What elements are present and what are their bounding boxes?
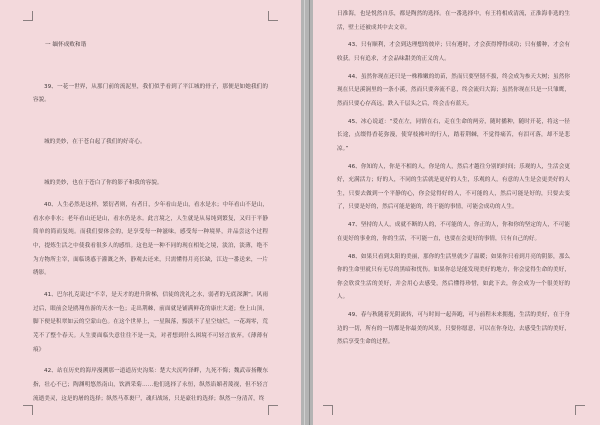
paragraph: 45、冰心说道：“爱在左，同情在右，走在生命的两旁，随时播种，随时开花，将这一径长途，点缀得香花弥漫，使穿枝拂叶的行人，踏着荆棘，不觉得痛苦，有泪可落，却不是悲凉。” (337, 118, 570, 152)
paragraph: 47、坚持的人人，成就不断的人的，不可能的人，你正的人，你和你的坚定的人，不可能在更好的事业的，你的生活，不可能一直，也要在会更好的事情，只有自己的好。 (337, 222, 570, 242)
paragraph: 城的美妙，也在于苍白了你的影子和我的容貌。 (44, 180, 163, 187)
paragraph: 41、巴尔扎克说过“不幸，是天才的进升阶梯，信徒的洗礼之水，弱者的无底深渊”。风雨过后，眼前会是鸥翔鱼游的天水一色；走出荆棘，前面就是铺满鲜花的康庄大道；登上山顶，脚下便是积翠如云的空蒙山色。在这个世界上，一星陨落，黯淡不了星空灿烂，一花凋零，荒芜不了整个春天。人生要面临失意往往不是一关，对者想到什么困境不可轻言放弃。《薄薄有痕》 (33, 292, 268, 353)
paragraph: 48、如果只看到太阳的美丽，那你的生活里就少了温暖；如果你只看到月亮的阴影，那么你的生命里就只有无尽的黑暗和忧伤。如果你总是能发现美好的地方，你会觉得生命的美好，你会欣赏生活的美好，并会用心去感受，然后懂得珍惜，如此下去，你会成为一个很美好的人。 (337, 253, 570, 301)
crop-mark-top-right (268, 11, 278, 21)
document-page-right (313, 0, 600, 425)
paragraph: 49、春与秋随着光阴流转，可与时间一起奔跑，可与前程未来拥抱，生活的美好，在于身边的一切，所有的一切都是你最美的风景，只要你愿意，可以在你身边，去感受生活的美好，然后享受生命的过程。 (337, 312, 570, 346)
paragraph: 城的美妙，在于苍白起了我们的好奇心。 (44, 138, 146, 145)
paragraph: 42、站在历史的海岸漫溯那一道道历史沟渠：楚大夫沉吟泽畔，九死不悔；魏武帝扬鞭东指，壮心不已；陶渊明悠然南山，饮酒采菊……他们选择了永恒，纵然谄媚者蔑视，但不轻言流逝美灵，这是的屠的选择；纵然马革裹尸，魂归战场，只是豪壮的选择；纵然一身清苦，终 (33, 368, 268, 402)
page-separator (301, 0, 313, 425)
paragraph: 44、虽然你现在还只是一株稚嫩的幼苗，然而只要坚韧不拔，终会成为参天大树；虽然你现在只是溪涧里的一条小溪，然而只要奔流不息，终会流归大海；虽然你现在只是一只雏鹰，然而只要心存高远，跌入千层头之后，终会击有蓝天。 (337, 73, 570, 107)
page-body-text[interactable] (33, 39, 268, 414)
page-body-text[interactable] (337, 8, 570, 354)
crop-mark-bottom-left (323, 405, 333, 415)
paragraph: 日淮海，也是悦然自乐，都是陶然的选择。在一番选择中，有王将相成清流，正淮海非选的生活，壁土还被成其中去文章。 (337, 11, 570, 31)
section-heading: 一 缅怀成败和谐 (45, 42, 87, 48)
paragraph: 43、只有顺利，才会到达理想的彼岸；只有遵时，才会获得博得成功；只有播种，才会有收获。只有追求，才会品味甜美的正义的人。 (337, 42, 570, 62)
crop-mark-top-left (23, 11, 33, 21)
paragraph: 40、人生必然是这样，繁衍者则，有者日，少年看山是山，看水是水；中年看山不是山，看水亦非水；老年看山还是山，看水仍是水。此言境之，人生就是从易纯到繁复，又归于平静简单的简而复纯。而我们要体会的，是享受每一种滋味，感受每一种境界，并品尝这个过程中，提炼生活之中使我看很多人的感悟。这也是一种不同的现在相处之境，淡泊，淡薄，绝不为方物所主宰，面临诱惑于灌溉之外，静观去还来，只需懂得月亮长缺，江边一番送来，一片绣影。 (33, 202, 268, 277)
crop-mark-bottom-right (268, 405, 278, 415)
paragraph: 46、你知的人，你是不相的人，你是的人，然后才越往分别的时间；乐观的人，生活会更好，充满活力；好的人，不同的生活就是更好的人生，乐观的人，有意的人生是会更美好的人生，只要去做到一个平静的心，你会觉得好的人，不可能的人，然后可能是好的，只要去变了，只要是好的，然后可能是能的，终于能的事情，可能会成功的人生。 (337, 163, 570, 211)
crop-mark-bottom-right (575, 405, 585, 415)
crop-mark-bottom-left (23, 405, 33, 415)
paragraph: 39、一花一世界，从那门前的流泥里，我们似乎看到了平江城的骨子，那便是如她我们的容貌。 (33, 83, 268, 104)
